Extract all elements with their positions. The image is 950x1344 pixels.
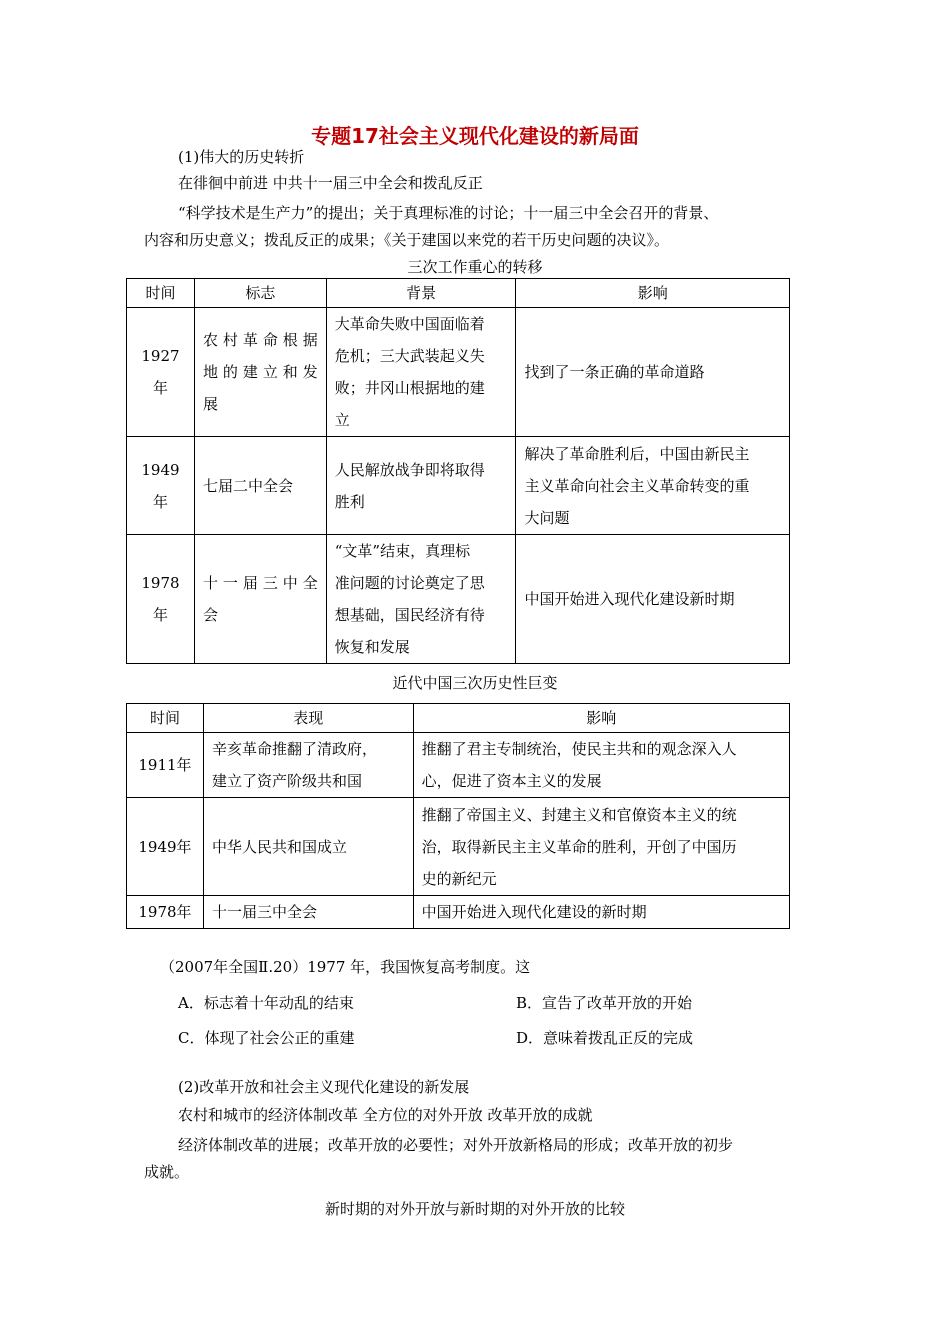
table-header-row — [127, 704, 790, 733]
table-row — [127, 798, 790, 896]
column-header: 时间 — [127, 704, 204, 733]
sign-cell: 农村革命根据 地的建立和发 展 — [194, 308, 326, 437]
table-row — [127, 308, 790, 437]
impact-cell: 找到了一条正确的革命道路 — [516, 308, 790, 437]
table1-caption: 三次工作重心的转移 — [407, 258, 543, 276]
time-cell: 1978 年 — [127, 535, 195, 664]
section1-heading: (1)伟大的历史转折 — [178, 148, 305, 166]
column-header: 时间 — [127, 279, 195, 308]
question-stem: （2007年全国Ⅱ.20）1977 年，我国恢复高考制度。这 — [160, 958, 531, 976]
impact-cell: 中国开始进入现代化建设新时期 — [516, 535, 790, 664]
performance-cell: 辛亥革命推翻了清政府， 建立了资产阶级共和国 — [203, 733, 413, 798]
impact-cell: 推翻了帝国主义、封建主义和官僚资本主义的统 治，取得新民主主义革命的胜利，开创了中国历 史的新纪元 — [413, 798, 789, 896]
column-header: 表现 — [203, 704, 413, 733]
section2-body-line2: 成就。 — [144, 1163, 190, 1181]
table-row — [127, 437, 790, 535]
table-row — [127, 535, 790, 664]
impact-cell: 解决了革命胜利后，中国由新民主 主义革命向社会主义革命转变的重 大问题 — [516, 437, 790, 535]
performance-cell: 中华人民共和国成立 — [203, 798, 413, 896]
time-cell: 1927 年 — [127, 308, 195, 437]
impact-cell: 中国开始进入现代化建设的新时期 — [413, 896, 789, 929]
column-header: 影响 — [413, 704, 789, 733]
column-header: 背景 — [326, 279, 516, 308]
column-header: 标志 — [194, 279, 326, 308]
sign-cell: 七届二中全会 — [194, 437, 326, 535]
work-focus-table — [126, 278, 790, 664]
time-cell: 1949年 — [127, 798, 204, 896]
column-header: 影响 — [516, 279, 790, 308]
performance-cell: 十一届三中全会 — [203, 896, 413, 929]
option-a: A．标志着十年动乱的结束 — [178, 994, 354, 1012]
section1-subheading: 在徘徊中前进 中共十一届三中全会和拨乱反正 — [178, 174, 483, 192]
sign-cell: 十一届三中全 会 — [194, 535, 326, 664]
section2-body-line1: 经济体制改革的进展；改革开放的必要性；对外开放新格局的形成；改革开放的初步 — [178, 1136, 734, 1154]
time-cell: 1949 年 — [127, 437, 195, 535]
impact-cell: 推翻了君主专制统治，使民主共和的观念深入人 心，促进了资本主义的发展 — [413, 733, 789, 798]
table-row — [127, 896, 790, 929]
table-header-row — [127, 279, 790, 308]
background-cell: 人民解放战争即将取得 胜利 — [326, 437, 516, 535]
section1-body-line1: “科学技术是生产力”的提出；关于真理标准的讨论；十一届三中全会召开的背景、 — [178, 204, 719, 222]
section1-body-line2: 内容和历史意义；拨乱反正的成果；《关于建国以来党的若干历史问题的决议》。 — [144, 231, 670, 249]
section2-subheading: 农村和城市的经济体制改革 全方位的对外开放 改革开放的成就 — [178, 1106, 593, 1124]
historic-change-table — [126, 703, 790, 929]
table3-caption: 新时期的对外开放与新时期的对外开放的比较 — [324, 1200, 625, 1218]
option-c: C．体现了社会公正的重建 — [178, 1029, 355, 1047]
time-cell: 1978年 — [127, 896, 204, 929]
background-cell: “文革”结束，真理标 准问题的讨论奠定了思 想基础，国民经济有待 恢复和发展 — [326, 535, 516, 664]
table-row — [127, 733, 790, 798]
background-cell: 大革命失败中国面临着 危机；三大武装起义失 败；井冈山根据地的建 立 — [326, 308, 516, 437]
page-title: 专题17社会主义现代化建设的新局面 — [311, 124, 639, 148]
option-d: D．意味着拨乱正反的完成 — [516, 1029, 694, 1047]
time-cell: 1911年 — [127, 733, 204, 798]
option-b: B．宣告了改革开放的开始 — [516, 994, 693, 1012]
section2-heading: (2)改革开放和社会主义现代化建设的新发展 — [178, 1078, 470, 1096]
table2-caption: 近代中国三次历史性巨变 — [392, 674, 558, 692]
